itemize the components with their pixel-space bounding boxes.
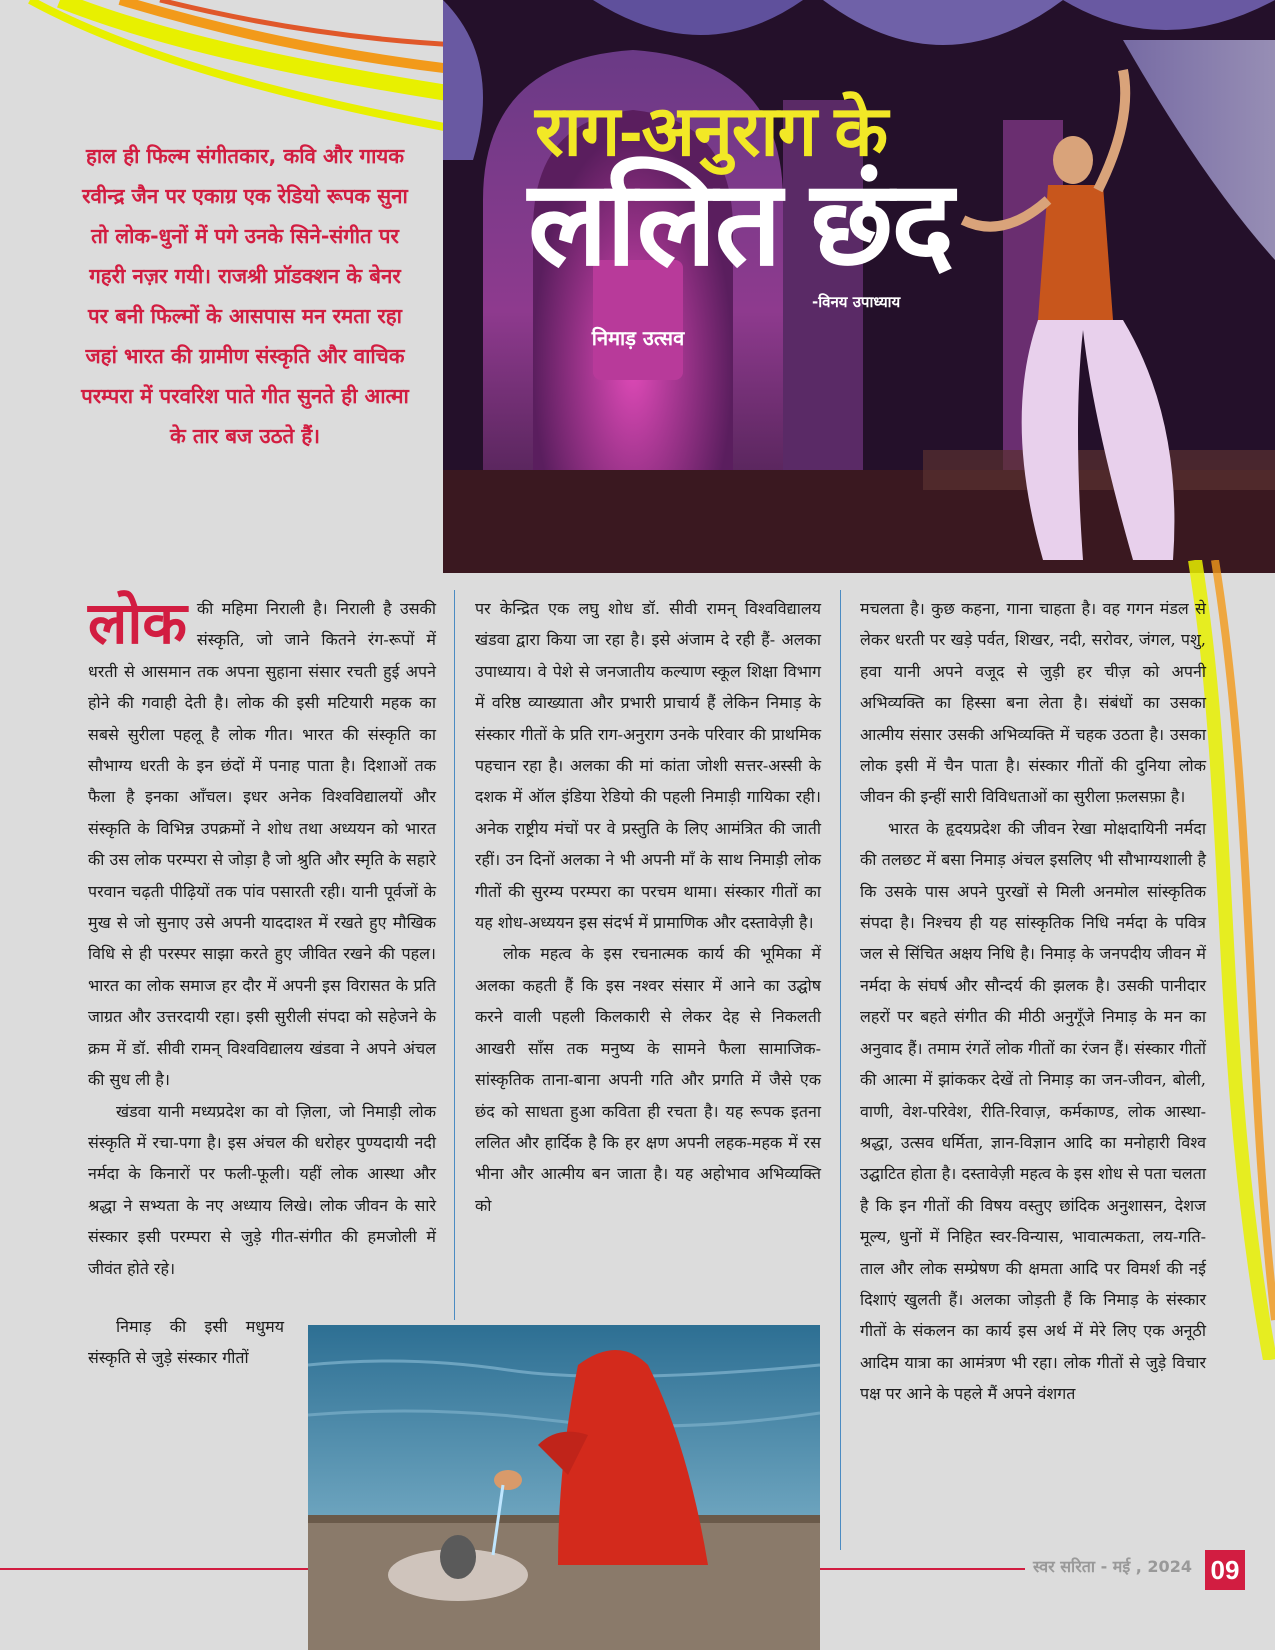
paragraph: लोक महत्व के इस रचनात्मक कार्य की भूमिका में अलका कहती हैं कि इस नश्वर संसार में आने का उद्घोष करने वाली पहली किलकारी से लेकर देह से निकलती आखरी साँस तक मनुष्य के सामने फैला सामाजिक-सांस्कृतिक ताना-बाना अपनी गति और प्रगति में जैसे एक छंद को साधता हुआ कविता ही रचता है। यह रूपक इतना ललित और हार्दिक है कि हर क्षण अपनी लहक-महक में रस भीना और आत्मीय बन जाता है। यह अहोभाव अभिव्यक्ति को bbox=[475, 944, 821, 1215]
article-column-2 bbox=[475, 593, 821, 1221]
paragraph: खंडवा यानी मध्यप्रदेश का वो ज़िला, जो निमाड़ी लोक संस्कृति में रचा-पगा है। इस अंचल की धरोहर पुण्यदायी नदी नर्मदा के किनारों पर फली-फूली। यहीं लोक आस्था और श्रद्धा ने सभ्यता के नए अध्याय लिखे। लोक जीवन के सारे संस्कार इसी परम्परा से जुड़े गीत-संगीत की हमजोली में जीवंत होते रहे। bbox=[88, 1101, 436, 1278]
page-number: 09 bbox=[1205, 1550, 1245, 1590]
paragraph: की महिमा निराली है। निराली है उसकी संस्कृति, जो जाने कितने रंग-रूपों में धरती से आसमान तक अपना सुहाना संसार रचती हुई अपने होने की गवाही देती है। लोक की इसी मटियारी महक का सबसे सुरीला पहलू है लोक गीत। भारत की संस्कृति का सौभाग्य धरती के इन छंदों में पनाह पाता है। दिशाओं तक फैला है इनका आँचल। इधर अनेक विश्वविद्यालयों और संस्कृति के विभिन्न उपक्रमों ने शोध तथा अध्ययन को भारत की उस लोक परम्परा से जोड़ा है जो श्रुति और स्मृति के सहारे परवान चढ़ती पीढ़ियों तक पांव पसारती रही। यानी पूर्वजों के मुख से जो सुनाए उसे अपनी याददाश्त में रखते हुए मौखिक विधि से ही परस्पर साझा करते हुए जीवित रखने की पहल। भारत का लोक समाज हर दौर में अपनी इस विरासत के प्रति जाग्रत और उत्तरदायी रहा। इसी सुरीली संपदा को सहेजने के क्रम में डॉ. सीवी रामन् विश्वविद्यालय खंडवा ने अपने अंचल की सुध ली है। bbox=[88, 599, 436, 1090]
stage-logo-text: निमाड़ उत्सव bbox=[591, 326, 685, 350]
intro-blurb: हाल ही फिल्म संगीतकार, कवि और गायक रवीन्द्र जैन पर एकाग्र एक रेडियो रूपक सुना तो लोक-धुनों में पगे उनके सिने-संगीत पर गहरी नज़र गयी। राजश्री प्रॉडक्शन के बेनर पर बनी फिल्मों के आसपास मन रमता रहा जहां भारत की ग्रामीण संस्कृति और वाचिक परम्परा में परवरिश पाते गीत सुनते ही आत्मा के तार बज उठते हैं। bbox=[81, 144, 409, 448]
riverbank-photo bbox=[308, 1325, 820, 1650]
author-byline: -विनय उपाध्याय bbox=[812, 293, 901, 311]
column-divider bbox=[454, 590, 455, 1320]
paragraph: पर केन्द्रित एक लघु शोध डॉ. सीवी रामन् विश्वविद्यालय खंडवा द्वारा किया जा रहा है। इसे अंजाम दे रही हैं- अलका उपाध्याय। वे पेशे से जनजातीय कल्याण स्कूल शिक्षा विभाग में वरिष्ठ व्याख्याता और प्रभारी प्राचार्य हैं लेकिन निमाड़ के संस्कार गीतों के प्रति राग-अनुराग उनके परिवार की प्राथमिक पहचान रहा है। अलका की मां कांता जोशी सत्तर-अस्सी के दशक में ऑल इंडिया रेडियो की पहली निमाड़ी गायिका रही। अनेक राष्ट्रीय मंचों पर वे प्रस्तुति के लिए आमंत्रित की जाती रहीं। उन दिनों अलका ने भी अपनी माँ के साथ निमाड़ी लोक गीतों की सुरम्य परम्परा का परचम थामा। संस्कार गीतों का यह शोध-अध्ययन इस संदर्भ में प्रामाणिक और दस्तावेज़ी है। bbox=[475, 599, 821, 933]
title-line-2: ललित छंद bbox=[528, 158, 952, 290]
article-column-1 bbox=[88, 593, 436, 1284]
paragraph: भारत के हृदयप्रदेश की जीवन रेखा मोक्षदायिनी नर्मदा की तलछट में बसा निमाड़ अंचल इसलिए भी सौभाग्यशाली है कि उसके पास अपने पुरखों से मिली अनमोल सांस्कृतिक संपदा है। निश्चय ही यह सांस्कृतिक निधि नर्मदा के पवित्र जल से सिंचित अक्षय निधि है। निमाड़ के जनपदीय जीवन में नर्मदा के संघर्ष और सौन्दर्य की झलक है। उसकी पानीदार लहरों पर बहते संगीत की मीठी अनुगूँजे निमाड़ के मन का अनुवाद हैं। तमाम रंगतें लोक गीतों का रंजन हैं। संस्कार गीतों की आत्मा में झांककर देखें तो निमाड़ का जन-जीवन, बोली, वाणी, वेश-परिवेश, रीति-रिवाज़, कर्मकाण्ड, लोक आस्था-श्रद्धा, उत्सव धर्मिता, ज्ञान-विज्ञान आदि का मनोहारी विश्व उद्घाटित होता है। दस्तावेज़ी महत्व के इस शोध से पता चलता है कि इन गीतों की विषय वस्तुए छांदिक अनुशासन, देशज मूल्य, धुनों में निहित स्वर-विन्यास, भावात्मकता, लय-गति-ताल और लोक सम्प्रेषण की क्षमता आदि पर विमर्श की नई दिशाएं खुलती हैं। अलका जोड़ती हैं कि निमाड़ के संस्कार गीतों के संकलन का कार्य इस अर्थ में मेरे लिए एक अनूठी आदिम यात्रा का आमंत्रण भी रहा। लोक गीतों से जुड़े विचार पक्ष पर आने के पहले मैं अपने वंशगत bbox=[860, 818, 1206, 1404]
footer-magazine-title: स्वर सरिता - मई , 2024 bbox=[1033, 1557, 1192, 1576]
footer-rule bbox=[0, 1568, 308, 1570]
article-column-1-tail bbox=[88, 1311, 284, 1374]
drop-cap: लोक bbox=[88, 591, 187, 656]
footer-rule bbox=[820, 1568, 1025, 1570]
paragraph: मचलता है। कुछ कहना, गाना चाहता है। वह गगन मंडल से लेकर धरती पर खड़े पर्वत, शिखर, नदी, सरोवर, जंगल, पशु, हवा यानी अपने वजूद से जुड़ी हर चीज़ को अपनी अभिव्यक्ति का हिस्सा बना लेता है। संबंधों का उसका आत्मीय संसार उसकी अभिव्यक्ति में चहक उठता है। उसका लोक इसी में चैन पाता है। संस्कार गीतों की दुनिया लोक जीवन की इन्हीं सारी विविधताओं का सुरीला फ़लसफ़ा है। bbox=[860, 599, 1206, 807]
title-line-1: राग-अनुराग के bbox=[535, 92, 888, 170]
paragraph: निमाड़ की इसी मधुमय संस्कृति से जुड़े संस्कार गीतों bbox=[88, 1317, 284, 1368]
column-divider bbox=[840, 590, 841, 1550]
article-column-3 bbox=[860, 593, 1206, 1410]
